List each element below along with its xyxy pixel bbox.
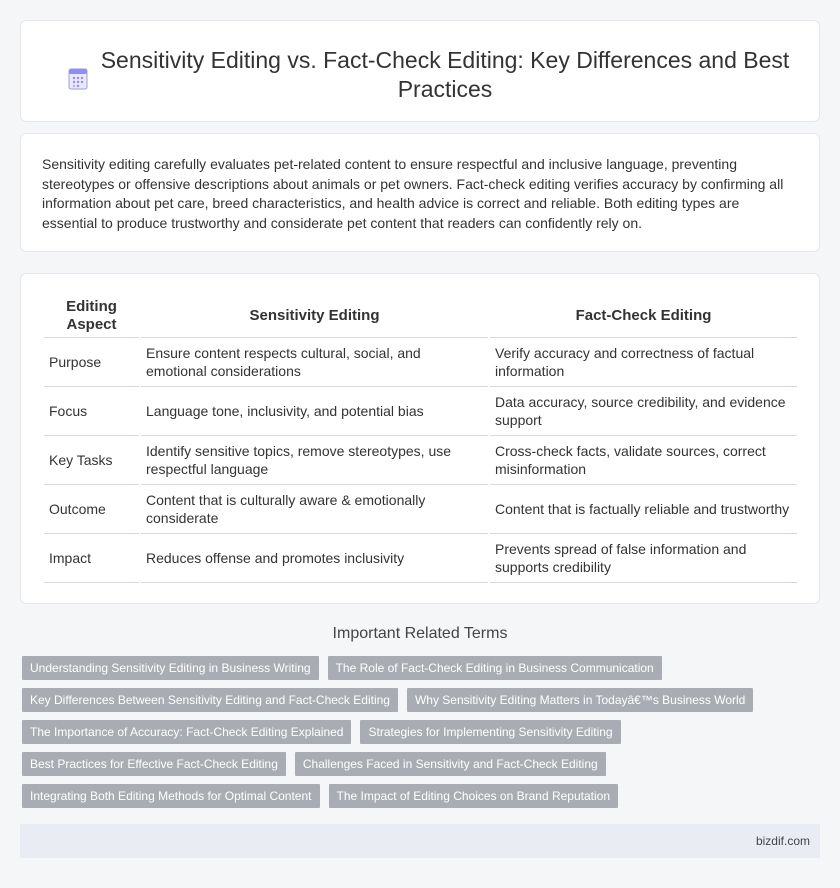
related-term-link[interactable]: Why Sensitivity Editing Matters in Todayâ€™s Business World: [407, 688, 753, 712]
row-sensitivity: Ensure content respects cultural, social, and emotional considerations: [141, 338, 488, 387]
table-header-row: [44, 294, 797, 338]
related-terms-title: Important Related Terms: [332, 625, 508, 642]
row-aspect: Focus: [44, 387, 139, 436]
table-row: [44, 485, 797, 534]
row-fact-check: Content that is factually reliable and trustworthy: [490, 485, 797, 534]
table-row: [44, 338, 797, 387]
intro-text: Sensitivity editing carefully evaluates pet-related content to ensure respectful and inclusive language, preventing stereotypes or offensive descriptions about animals or pet owners. Fact-check editing verifies accuracy by confirming all information about pet care, breed characteristics, and health advice is correct and reliable. Both editing types are essential to produce trustworthy and considerate pet content that readers can confidently rely on.: [42, 156, 784, 231]
row-aspect: Outcome: [44, 485, 139, 534]
comparison-table: [42, 294, 799, 583]
header-editing-aspect: Editing Aspect: [44, 294, 139, 338]
related-term-link[interactable]: Strategies for Implementing Sensitivity Editing: [360, 720, 620, 744]
related-term-link[interactable]: Challenges Faced in Sensitivity and Fact-Check Editing: [295, 752, 606, 776]
related-term-link[interactable]: Best Practices for Effective Fact-Check Editing: [22, 752, 286, 776]
related-term-link[interactable]: The Role of Fact-Check Editing in Business Communication: [328, 656, 662, 680]
document-icon: [67, 68, 89, 90]
header-fact-check-editing: Fact-Check Editing: [490, 294, 797, 338]
row-aspect: Impact: [44, 534, 139, 583]
table-row: [44, 534, 797, 583]
row-fact-check: Verify accuracy and correctness of factual information: [490, 338, 797, 387]
row-sensitivity: Identify sensitive topics, remove stereotypes, use respectful language: [141, 436, 488, 485]
row-aspect: Key Tasks: [44, 436, 139, 485]
footer: [20, 824, 820, 858]
related-term-link[interactable]: Key Differences Between Sensitivity Editing and Fact-Check Editing: [22, 688, 398, 712]
row-fact-check: Prevents spread of false information and supports credibility: [490, 534, 797, 583]
related-term-link[interactable]: Integrating Both Editing Methods for Optimal Content: [22, 784, 320, 808]
header-sensitivity-editing: Sensitivity Editing: [141, 294, 488, 338]
row-fact-check: Cross-check facts, validate sources, correct misinformation: [490, 436, 797, 485]
row-sensitivity: Language tone, inclusivity, and potential bias: [141, 387, 488, 436]
table-row: [44, 387, 797, 436]
related-term-link[interactable]: The Importance of Accuracy: Fact-Check Editing Explained: [22, 720, 351, 744]
intro-card: [20, 133, 820, 252]
table-row: [44, 436, 797, 485]
row-sensitivity: Content that is culturally aware & emotionally considerate: [141, 485, 488, 534]
related-terms-list: [22, 656, 782, 808]
row-aspect: Purpose: [44, 338, 139, 387]
related-term-link[interactable]: The Impact of Editing Choices on Brand Reputation: [329, 784, 619, 808]
comparison-table-card: [20, 273, 820, 604]
row-sensitivity: Reduces offense and promotes inclusivity: [141, 534, 488, 583]
footer-site-link[interactable]: bizdif.com: [755, 834, 810, 848]
page-title: Sensitivity Editing vs. Fact-Check Editing: Key Differences and Best Practices: [100, 47, 790, 102]
row-fact-check: Data accuracy, source credibility, and evidence support: [490, 387, 797, 436]
related-term-link[interactable]: Understanding Sensitivity Editing in Business Writing: [22, 656, 319, 680]
header-card: [20, 20, 820, 122]
